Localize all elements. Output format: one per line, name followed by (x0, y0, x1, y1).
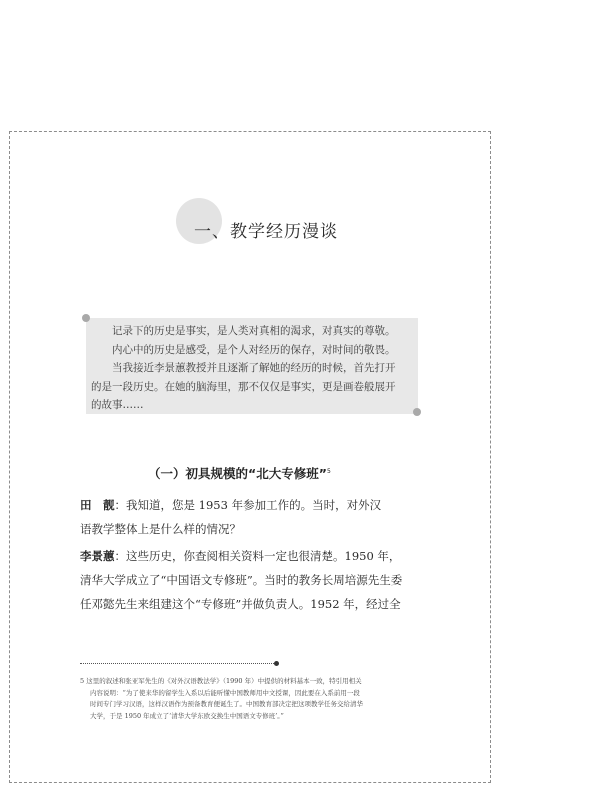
dialogue-paragraph (80, 544, 426, 616)
dialogue-line (80, 493, 426, 517)
dialogue-paragraph (80, 493, 426, 541)
dialogue-line: 语教学整体上是什么样的情况？ (80, 522, 241, 536)
quote-corner-dot-icon (82, 314, 90, 322)
quote-line: 内心中的历史是感受，是个人对经历的保存，对时间的敬畏。 (112, 343, 396, 356)
quote-line: 的是一段历史。在她的脑海里，那不仅仅是事实，更是画卷般展开 (91, 380, 396, 393)
footnote-number: 5 (80, 677, 85, 685)
speaker-name: 田 靓 (80, 498, 115, 512)
footnote-text: 这里的叙述和张亚军先生的《对外汉语教法学》（1990 年）中提供的材料基本一致，特引用相关 (86, 677, 362, 685)
chapter-title: 一、教学经历漫谈 (194, 222, 338, 242)
footnote-divider (80, 663, 276, 664)
footnote (80, 676, 426, 722)
dialogue-line (80, 544, 426, 568)
footnote-line (80, 676, 426, 688)
dialogue-text: ：我知道，您是 1953 年参加工作的。当时，对外汉 (114, 498, 382, 512)
dialogue-line: 任邓懿先生来组建这个“专修班”并做负责人。1952 年，经过全 (80, 597, 401, 611)
dialogue-text: ：这些历史，你查阅相关资料一定也很清楚。1950 年， (114, 549, 401, 563)
section-heading (148, 462, 378, 484)
footnote-line: 大学，于是 1950 年成立了‘清华大学东欧交换生中国语文专修班’。” (90, 711, 284, 720)
quote-line: 记录下的历史是事实，是人类对真相的渴求，对真实的尊敬。 (112, 325, 396, 337)
footnote-line: 内容说明：“为了使来华的留学生入系以后能听懂中国教师用中文授课，因此要在入系前用一段 (90, 688, 360, 697)
speaker-name: 李景蕙 (80, 549, 115, 563)
intro-quote-text (91, 322, 418, 415)
footnote-divider-dot-icon (274, 661, 279, 666)
dialogue-line: 清华大学成立了“中国语文专修班”。当时的教务长周培源先生委 (80, 573, 403, 587)
quote-line: 当我接近李景蕙教授并且逐渐了解她的经历的时候，首先打开 (112, 362, 396, 374)
footnote-ref: 5 (326, 468, 331, 475)
quote-line: 的故事…… (91, 399, 144, 411)
section-heading-text: （一）初具规模的“北大专修班” (148, 466, 327, 482)
footnote-line: 时间专门学习汉语，这样汉语作为预备教育便诞生了。中国教育部决定把这项教学任务交给清华 (90, 700, 363, 708)
